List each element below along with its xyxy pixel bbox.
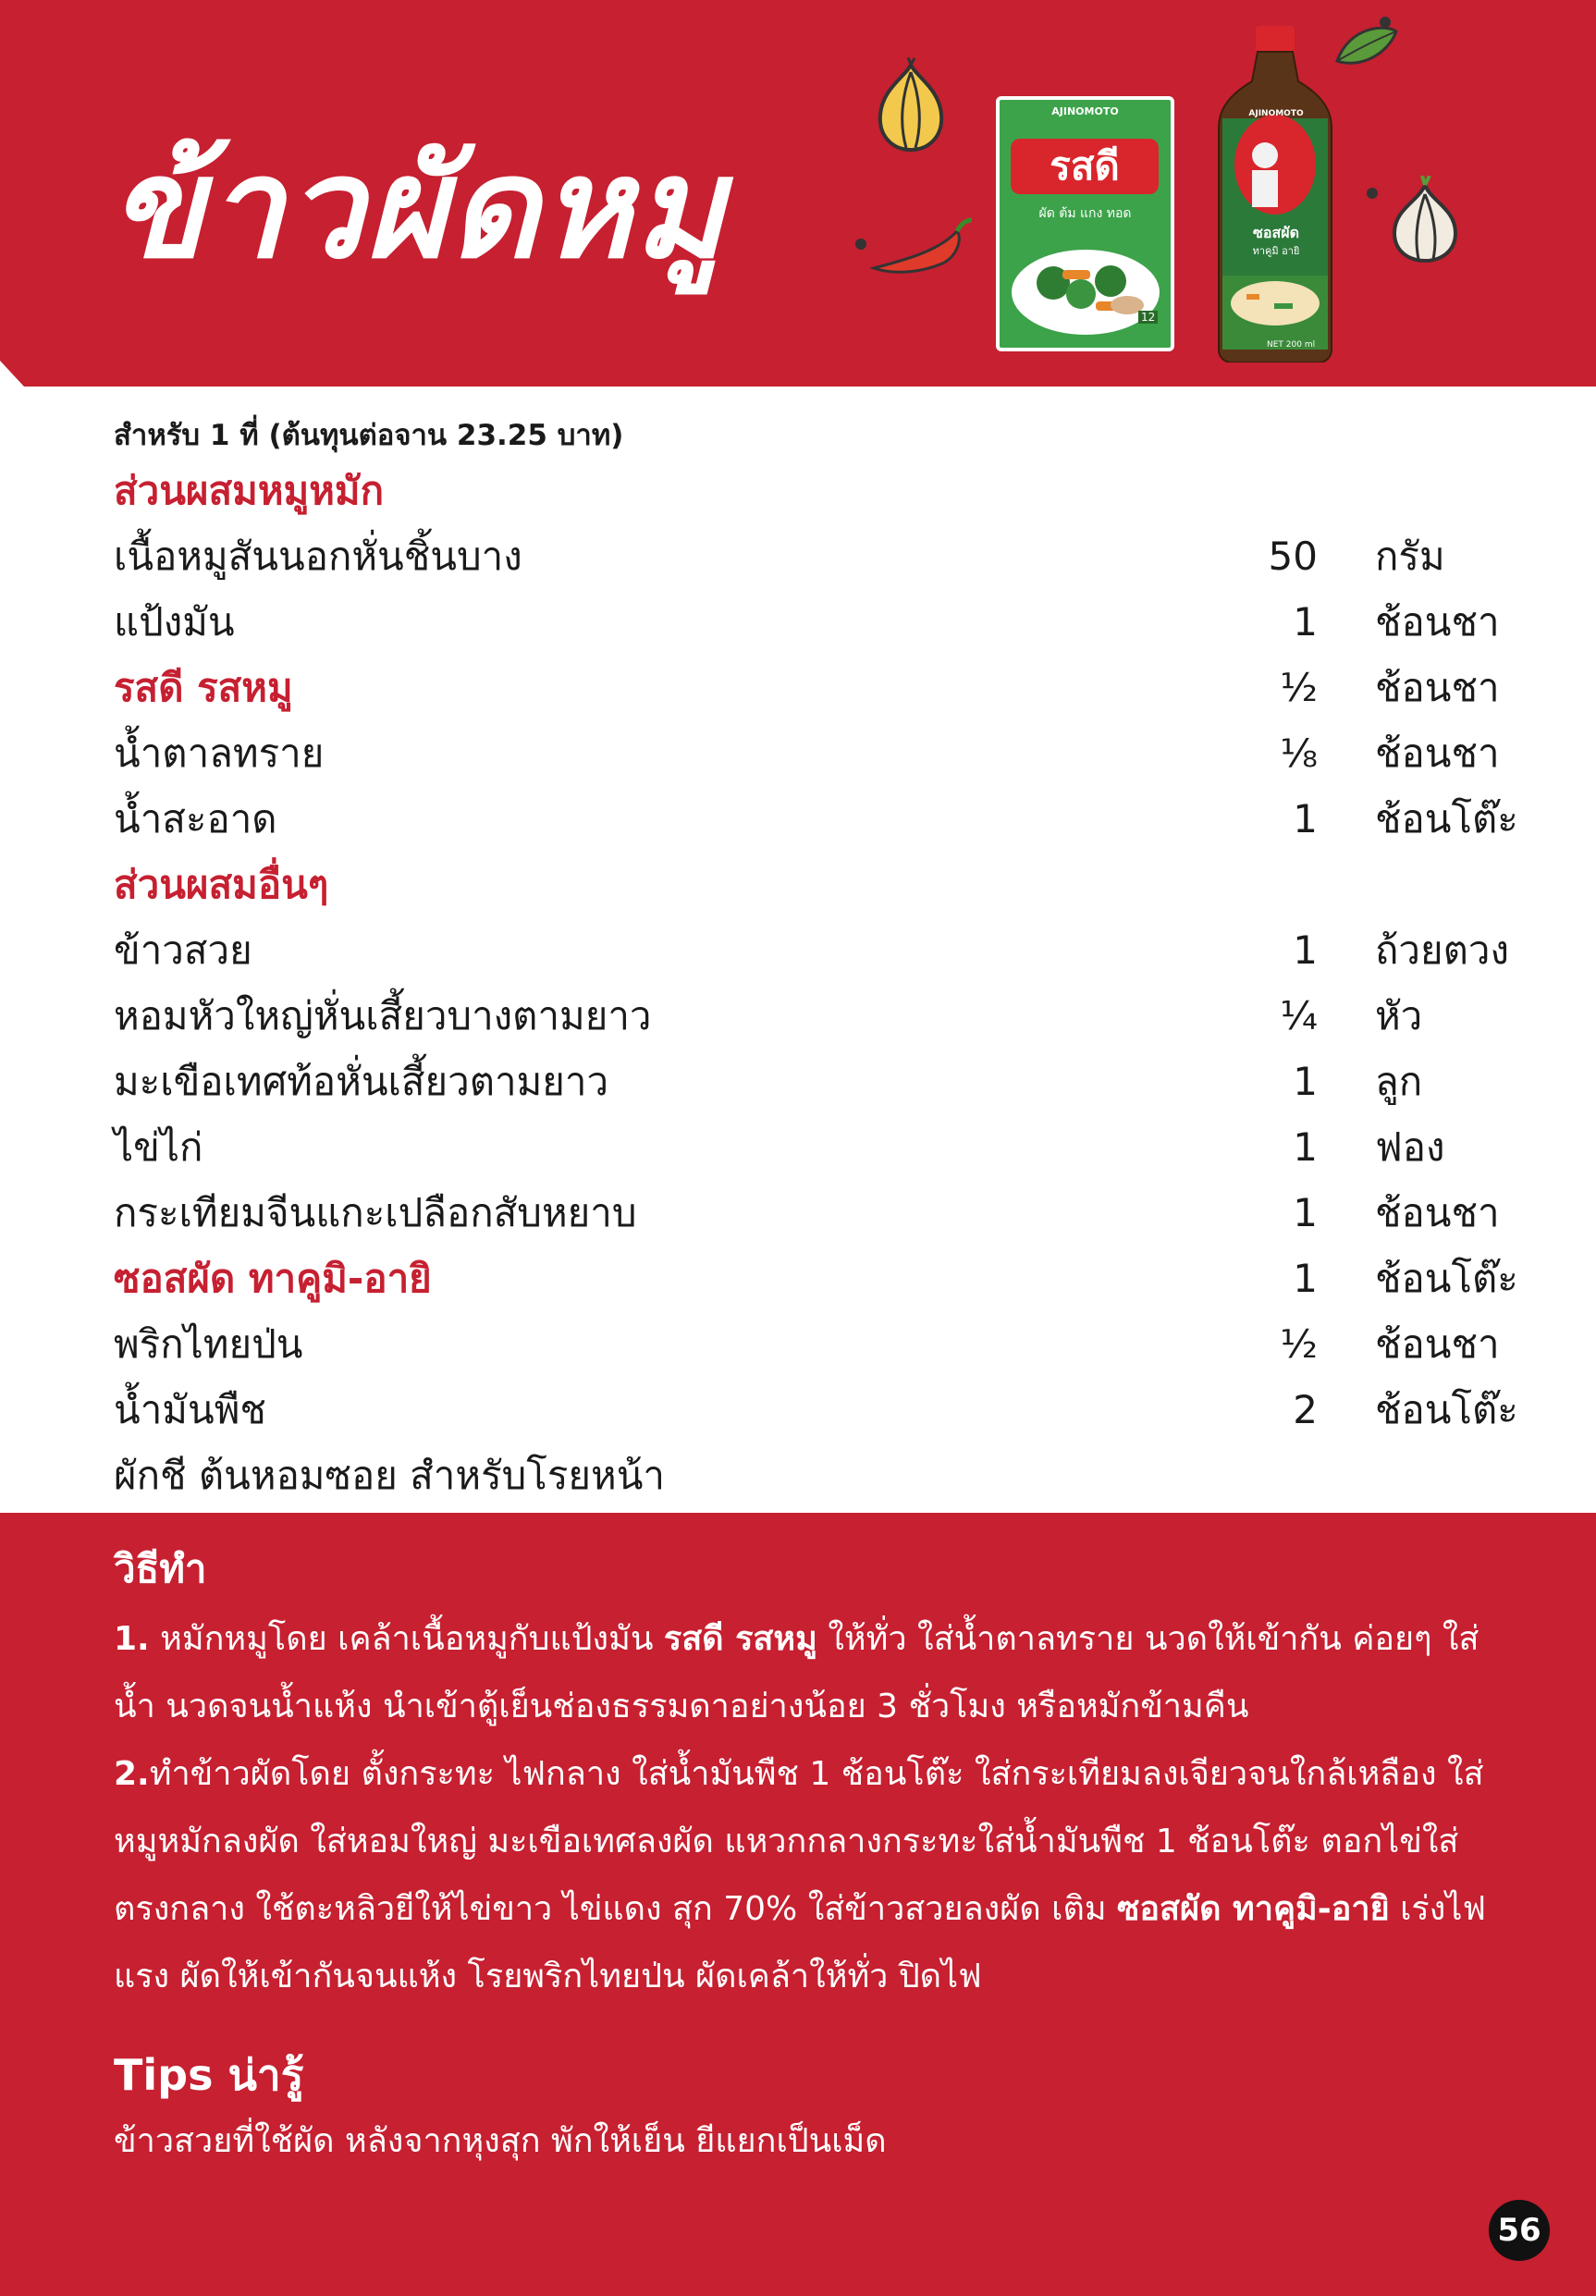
- ingredient-row: [0, 523, 1596, 589]
- garlic-illustration: [1385, 176, 1465, 264]
- rosdee-logo: รสดี: [1011, 139, 1159, 194]
- ingredient-quantity: 1: [1293, 1256, 1318, 1301]
- ingredient-quantity: 1: [1293, 796, 1318, 841]
- ingredient-unit: ช้อนชา: [1375, 665, 1500, 710]
- ingredient-quantity: ½: [1280, 665, 1318, 710]
- step-text: หมักหมูโดย เคล้าเนื้อหมูกับแป้งมัน: [149, 1620, 664, 1658]
- ingredient-unit: ช้อนโต๊ะ: [1375, 796, 1518, 841]
- takumi-aji-sauce-bottle: [1209, 26, 1341, 362]
- ingredient-row: [0, 589, 1596, 655]
- ingredient-row: [0, 983, 1596, 1049]
- step-text: ให้ทั่ว ใส่น้ำตาลทราย นวดให้เข้ากัน ค่อยๆ ใส่น้ำ นวดจนน้ำแห้ง นำเข้าตู้เย็นช่องธรรมดาอย่างน้อย 3 ชั่วโมง หรือหมักข้ามคืน: [114, 1620, 1479, 1725]
- tips-title: Tips น่ารู้: [114, 2050, 304, 2100]
- ingredient-name: น้ำตาลทราย: [114, 731, 325, 776]
- ingredient-unit: ลูก: [1375, 1059, 1423, 1104]
- ingredient-list: [0, 458, 1596, 1508]
- method-step-1: [114, 1605, 1501, 1740]
- ingredient-section-heading: [0, 458, 1596, 523]
- sauce-net-volume: NET 200 ml: [1267, 340, 1316, 350]
- serving-info: สำหรับ 1 ที่ (ต้นทุนต่อจาน 23.25 บาท): [114, 419, 624, 452]
- ingredient-row: [0, 1377, 1596, 1443]
- pepper-dot: [1367, 188, 1378, 199]
- ingredient-name: น้ำสะอาด: [114, 796, 277, 841]
- ingredient-quantity: 1: [1293, 927, 1318, 973]
- ingredient-quantity: 1: [1293, 1124, 1318, 1170]
- ingredient-unit: ช้อนชา: [1375, 599, 1500, 645]
- step-text: ทำข้าวผัดโดย ตั้งกระทะ ไฟกลาง ใส่น้ำมันพืช 1 ช้อนโต๊ะ ใส่กระเทียมลงเจียวจนใกล้เหลือง ใส่หมูหมักลงผัด ใส่หอมใหญ่ มะเขือเทศลงผัด แหวกกลางกระทะใส่น้ำมันพืช 1 ช้อนโต๊ะ ตอกไข่ใส่ตรงกลาง ใช้ตะหลิวยีให้ไข่ขาว ไข่แดง สุก 70% ใส่ข้าวสวยลงผัด เติม: [114, 1755, 1484, 1928]
- ingredient-name: มะเขือเทศท้อหั่นเสี้ยวตามยาว: [114, 1059, 609, 1104]
- ingredient-name: กระเทียมจีนแกะเปลือกสับหยาบ: [114, 1190, 637, 1235]
- ingredient-name: ไข่ไก่: [114, 1124, 203, 1170]
- ingredient-quantity: 1: [1293, 599, 1318, 645]
- ingredient-name: พริกไทยป่น: [114, 1321, 303, 1367]
- ingredient-row: [0, 1180, 1596, 1246]
- ingredient-row: [0, 655, 1596, 720]
- leaf-illustration: [1332, 20, 1402, 72]
- pepper-dot: [1380, 17, 1391, 28]
- ingredient-row: [0, 1114, 1596, 1180]
- rosdee-brand-label: AJINOMOTO: [1051, 105, 1119, 117]
- ingredient-row: [0, 1443, 1596, 1508]
- ingredient-unit: ช้อนชา: [1375, 1190, 1500, 1235]
- ingredient-row: [0, 917, 1596, 983]
- recipe-title: ข้าวผัดหมู: [109, 127, 728, 289]
- ingredient-name: แป้งมัน: [114, 599, 235, 645]
- ingredient-name: หอมหัวใหญ่หั่นเสี้ยวบางตามยาว: [114, 993, 652, 1038]
- ingredient-unit: ช้อนโต๊ะ: [1375, 1256, 1518, 1301]
- ingredient-quantity: 1: [1293, 1190, 1318, 1235]
- sauce-brand-name: ทาคูมิ อายิ: [1252, 245, 1300, 257]
- section-heading-text: ส่วนผสมหมูหมัก: [114, 468, 385, 513]
- ingredient-unit: ฟอง: [1375, 1124, 1445, 1170]
- ingredient-name: เนื้อหมูสันนอกหั่นชิ้นบาง: [114, 534, 522, 579]
- step-number: 1.: [114, 1620, 150, 1658]
- ingredient-row: [0, 786, 1596, 852]
- ingredient-unit: ถ้วยตวง: [1375, 927, 1509, 973]
- ingredient-unit: ช้อนโต๊ะ: [1375, 1387, 1518, 1432]
- ingredient-unit: ช้อนชา: [1375, 731, 1500, 776]
- ingredient-row: [0, 1049, 1596, 1114]
- ingredient-name: ข้าวสวย: [114, 927, 252, 973]
- ingredient-brand-name: ซอสผัด ทาคูมิ-อายิ: [114, 1256, 432, 1301]
- onion-illustration: [871, 57, 951, 153]
- sauce-brand-label: AJINOMOTO: [1248, 109, 1304, 118]
- method-panel: [0, 1513, 1596, 2296]
- ingredient-quantity: ⅛: [1280, 731, 1318, 776]
- ingredient-brand-name: รสดี รสหมู: [114, 665, 293, 710]
- step-number: 2.: [114, 1755, 150, 1793]
- ingredient-row: [0, 720, 1596, 786]
- chili-illustration: [865, 215, 976, 281]
- step-text: เร่งไฟแรง ผัดให้เข้ากันจนแห้ง โรยพริกไทยป่น ผัดเคล้าให้ทั่ว ปิดไฟ: [114, 1890, 1486, 1995]
- ingredient-unit: ช้อนชา: [1375, 1321, 1500, 1367]
- ingredient-section-heading: [0, 852, 1596, 917]
- ingredient-name: น้ำมันพืช: [114, 1387, 266, 1432]
- product-mention: รสดี รสหมู: [663, 1620, 817, 1658]
- ingredient-quantity: 1: [1293, 1059, 1318, 1104]
- rosdee-product-packet: [996, 96, 1174, 351]
- ingredient-name: ผักชี ต้นหอมซอย สำหรับโรยหน้า: [114, 1453, 665, 1498]
- ingredient-quantity: 2: [1293, 1387, 1318, 1432]
- ingredient-unit: หัว: [1375, 993, 1423, 1038]
- section-heading-text: ส่วนผสมอื่นๆ: [114, 862, 329, 907]
- tips-text: ข้าวสวยที่ใช้ผัด หลังจากหุงสุก พักให้เย็น ยีแยกเป็นเม็ด: [114, 2122, 887, 2160]
- rosdee-weight: 12: [1138, 311, 1158, 324]
- page-number-badge: 56: [1489, 2200, 1550, 2261]
- method-title: วิธีทำ: [114, 1546, 207, 1591]
- sauce-product-label: ซอสผัด: [1253, 224, 1299, 241]
- method-step-2: [114, 1740, 1501, 2010]
- product-mention: ซอสผัด ทาคูมิ-อายิ: [1117, 1890, 1390, 1928]
- rosdee-caption: ผัด ต้ม แกง ทอด: [1038, 206, 1132, 221]
- ingredient-quantity: 50: [1268, 534, 1318, 579]
- ingredient-row: [0, 1246, 1596, 1311]
- ingredient-unit: กรัม: [1375, 534, 1445, 579]
- ingredient-quantity: ½: [1280, 1321, 1318, 1367]
- ingredient-row: [0, 1311, 1596, 1377]
- ingredient-quantity: ¼: [1280, 993, 1318, 1038]
